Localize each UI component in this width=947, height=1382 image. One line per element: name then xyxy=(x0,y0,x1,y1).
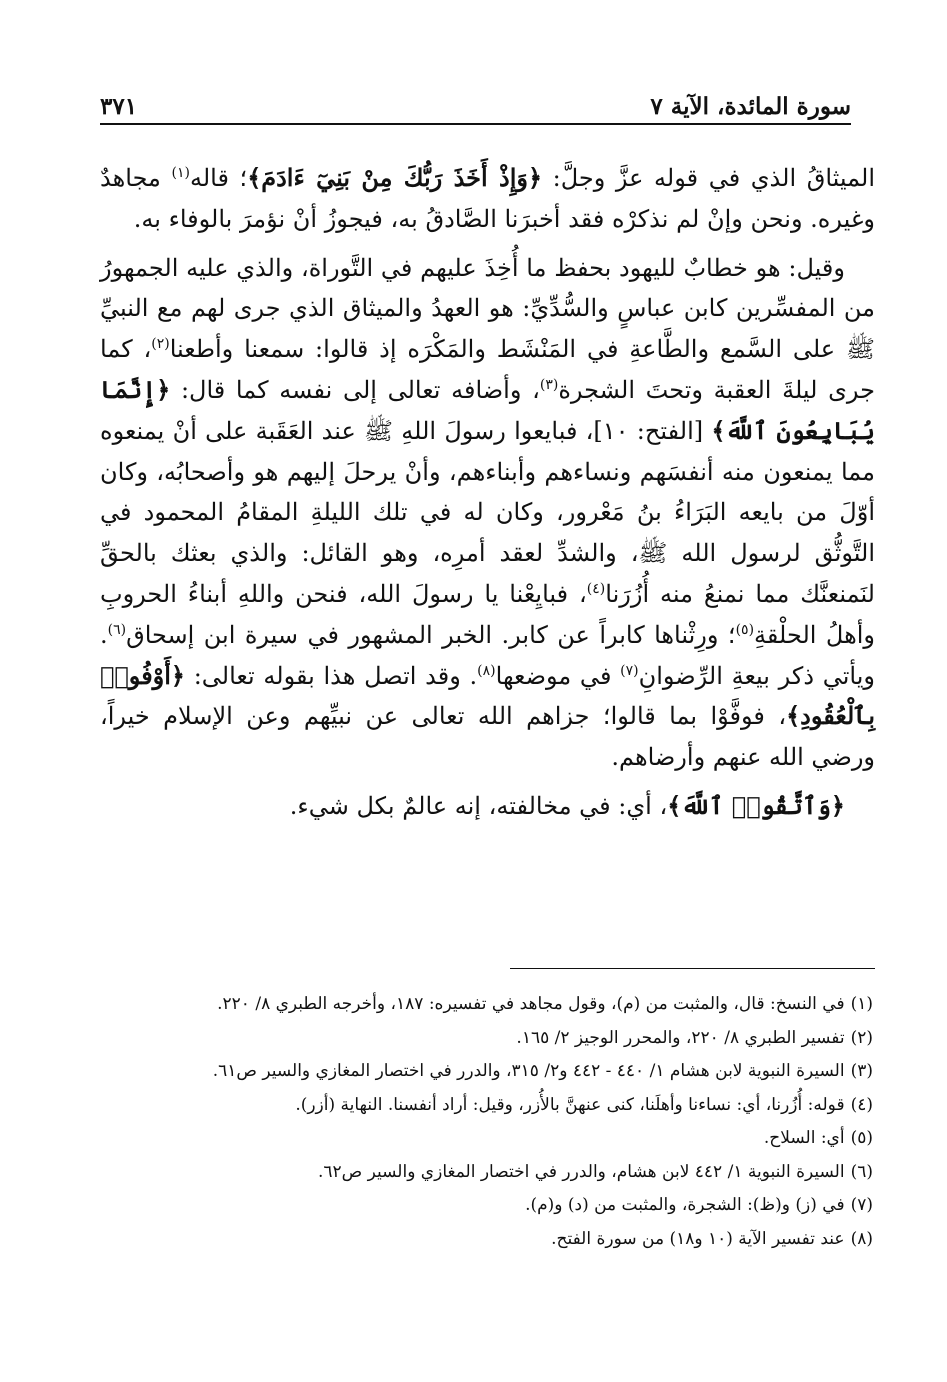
footnote-text: أي: السلاح. xyxy=(763,1128,845,1148)
paragraph-2 xyxy=(100,248,875,778)
footnote-text: في (ز) و(ظ): الشجرة، والمثبت من (د) و(م). xyxy=(525,1195,845,1215)
footnote-number: (١) xyxy=(850,994,873,1014)
header-title: سورة المائدة، الآية ٧ xyxy=(650,93,851,120)
footnote-ref: (٣) xyxy=(539,376,559,393)
footnote-text: تفسير الطبري ٨/ ٢٢٠، والمحرر الوجيز ٢/ ١٦٥. xyxy=(516,1027,845,1048)
footnote xyxy=(100,1122,873,1156)
text-run: ، فوفَّوْا بما قالوا؛ جزاهم الله تعالى عن نبيِّهم وعن الإسلام خيراً، ورضي الله عنهم وأرضاهم. xyxy=(100,702,875,772)
footnote-text: في النسخ: قال، والمثبت من (م)، وقول مجاهد في تفسيره: ١٨٧، وأخرجه الطبري ٨/ ٢٢٠. xyxy=(217,994,845,1014)
main-text xyxy=(100,158,875,827)
text-run: ، كما جرى ليلةَ العقبة وتحتَ الشجرة xyxy=(100,335,876,404)
text-run: [الفتح: ١٠]، فبايعوا رسولَ اللهِ ﷺ عند العَقَبة على أنْ يمنعوه مما يمنعون منه أنفسَهم ونساءهم وأبناءهم، وأنْ يرحلَ إليهم هو وأصحابُه، وكان أوّلَ من بايعه البَرَاءُ بنُ مَعْرور، وكان له في تلك الليلةِ المقامُ المحمود في التَّوثُّق لرسول الله ﷺ، والشدِّ لعقد أمرِه، وهو القائل: والذي بعثك بالحقِّ لنَمنعنَّك مما نمنعُ منه أُزُرَنا xyxy=(100,416,875,608)
footnote xyxy=(100,1022,873,1056)
text-run: الميثاقُ الذي في قوله عزَّ وجلَّ: xyxy=(542,164,876,192)
footnote xyxy=(100,988,873,1022)
text-run: ؛ ورِثْناها كابراً عن كابر. الخبر المشهور في سيرة ابن إسحاق xyxy=(126,620,736,649)
footnote-number: (٤) xyxy=(850,1094,873,1115)
footnote-number: (٧) xyxy=(850,1195,873,1215)
text-run: وقيل: هو خطابٌ لليهود بحفظ ما أُخِذَ عليهم في التَّوراة، والذي عليه الجمهورُ من المفسِّرين كابن عباسٍ والسُّدِّيِّ: هو العهدُ والميثاق الذي جرى لهم مع النبيِّ ﷺ على السَّمع والطَّاعةِ في المَنْشَط والمَكْرَه إذ قالوا: سمعنا وأطعنا xyxy=(100,253,875,364)
footnote-ref: (٧) xyxy=(620,662,639,679)
paragraph-3 xyxy=(100,786,875,827)
footnote xyxy=(100,1089,873,1123)
footnote xyxy=(100,1055,873,1089)
text-run: ، أي: في مخالفته، إنه عالمٌ بكل شيء. xyxy=(289,791,668,820)
footnote-ref: (١) xyxy=(171,165,190,181)
header-rule xyxy=(100,123,851,125)
footnote xyxy=(100,1223,873,1257)
footnote-text: عند تفسير الآية (١٠ و١٨) من سورة الفتح. xyxy=(551,1228,845,1249)
running-header xyxy=(100,80,851,120)
quran-verse: ﴿أَوْفُوا۟ بِٱلْعُقُودِ﴾ xyxy=(100,660,875,731)
text-run: ، وأضافه تعالى إلى نفسه كما قال: xyxy=(170,375,540,404)
footnote-number: (٥) xyxy=(850,1128,873,1148)
footnote-text: قوله: أُزُرنا، أي: نساءنا وأهلَنا، كنى عنهنَّ بالأُزر، وقيل: أراد أنفسنا. النهاية (أزر). xyxy=(295,1094,845,1115)
paragraph-1 xyxy=(100,158,875,240)
footnote xyxy=(100,1189,873,1223)
page-number: ٣٧١ xyxy=(100,93,138,120)
footnote-text: السيرة النبوية لابن هشام ١/ ٤٤٠ - ٤٤٢ و٢/ ٣١٥، والدرر في اختصار المغازي والسير ص٦١. xyxy=(212,1061,845,1081)
footnote-ref: (٦) xyxy=(107,621,127,638)
footnote xyxy=(100,1156,873,1190)
footnote-text: السيرة النبوية ١/ ٤٤٢ لابن هشام، والدرر في اختصار المغازي والسير ص٦٢. xyxy=(317,1161,845,1182)
text-run: ، فبايِعْنا يا رسولَ الله، فنحن واللهِ أبناءُ الحروبِ وأهلُ الحلْقةِ xyxy=(100,579,875,649)
text-run: في موضعها xyxy=(495,661,621,690)
footnote-number: (٣) xyxy=(850,1061,873,1081)
quran-verse: ﴿إِنَّمَا يُبَايِعُونَ ٱللَّهَ﴾ xyxy=(100,374,875,445)
footnotes xyxy=(100,988,873,1256)
footnote-ref: (٥) xyxy=(735,621,755,638)
text-run: . ويأتي ذكر بيعةِ الرِّضوانِ xyxy=(100,620,875,690)
footnote-ref: (٤) xyxy=(586,580,606,597)
quran-verse: ﴿وَإِذْ أَخَذَ رَبُّكَ مِنْ بَنِيٓ ءَادَمَ﴾ xyxy=(247,163,543,192)
footnote-number: (٢) xyxy=(850,1027,873,1048)
footnote-ref: (٢) xyxy=(151,336,170,353)
footnote-number: (٨) xyxy=(850,1228,873,1249)
footnote-separator xyxy=(510,968,875,969)
text-run: . وقد اتصل هذا بقوله تعالى: xyxy=(185,661,478,690)
text-run: ؛ قاله xyxy=(189,164,248,192)
text-run: مجاهدٌ وغيره. ونحن وإنْ لم نذكرْه فقد أخبرَنا الصَّادقُ به، فيجوزُ أنْ نؤمرَ بالوفاء به. xyxy=(100,164,875,233)
footnote-ref: (٨) xyxy=(477,662,496,679)
footnote-number: (٦) xyxy=(850,1161,873,1182)
quran-verse: ﴿وَٱتَّقُوا۟ ٱللَّهَ﴾ xyxy=(667,790,845,820)
